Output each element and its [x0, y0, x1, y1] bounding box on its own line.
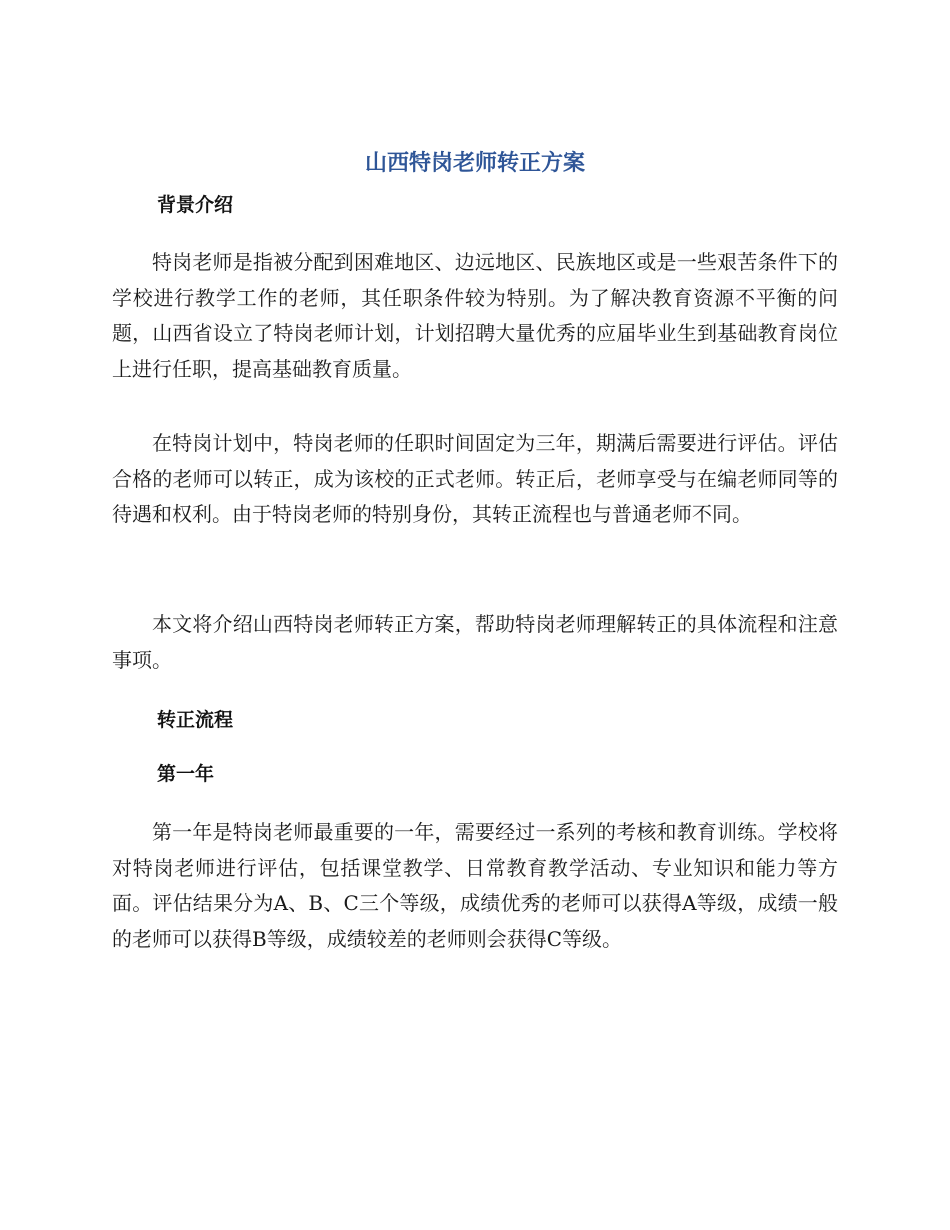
- paragraph-first-year: 第一年是特岗老师最重要的一年，需要经过一系列的考核和教育训练。学校将对特岗老师进行评估，包括课堂教学、日常教育教学活动、专业知识和能力等方面。评估结果分为A、B、C三个等级，成绩优秀的老师可以获得A等级，成绩一般的老师可以获得B等级，成绩较差的老师则会获得C等级。: [112, 820, 838, 951]
- subsection-heading-first-year: 第一年: [157, 763, 215, 785]
- section-heading-background: 背景介绍: [157, 194, 234, 216]
- paragraph-background-1: 特岗老师是指被分配到困难地区、边远地区、民族地区或是一些艰苦条件下的学校进行教学工作的老师，其任职条件较为特别。为了解决教育资源不平衡的问题，山西省设立了特岗老师计划，计划招聘大量优秀的应届毕业生到基础教育岗位上进行任职，提高基础教育质量。: [112, 250, 838, 381]
- paragraph-background-2: 在特岗计划中，特岗老师的任职时间固定为三年，期满后需要进行评估。评估合格的老师可以转正，成为该校的正式老师。转正后，老师享受与在编老师同等的待遇和权利。由于特岗老师的特别身份，其转正流程也与普通老师不同。: [112, 431, 838, 526]
- section-heading-process: 转正流程: [157, 709, 234, 731]
- paragraph-background-3: 本文将介绍山西特岗老师转正方案，帮助特岗老师理解转正的具体流程和注意事项。: [112, 612, 838, 672]
- document-title: 山西特岗老师转正方案: [364, 151, 585, 176]
